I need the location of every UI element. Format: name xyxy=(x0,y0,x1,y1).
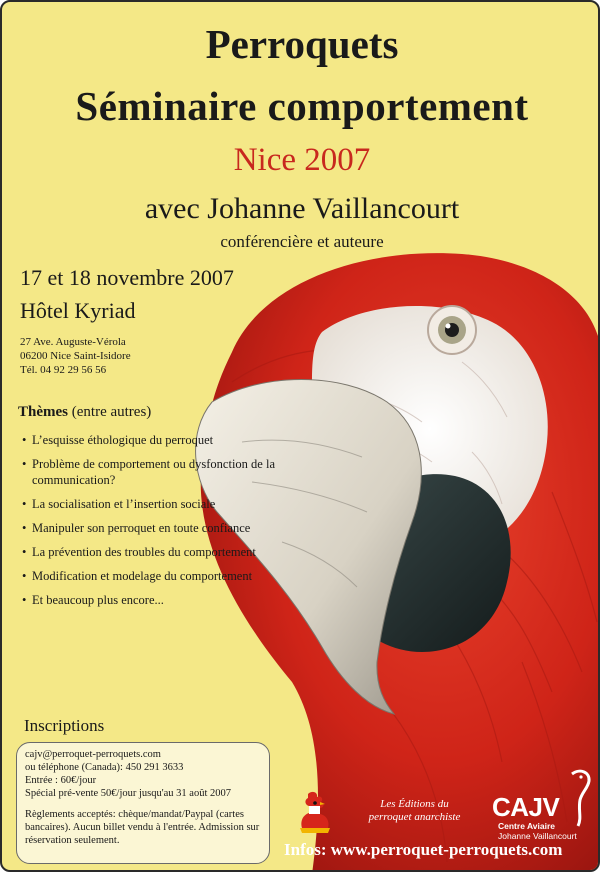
list-item: • L’esquisse éthologique du perroquet xyxy=(22,432,282,448)
poster-title-line1: Perroquets xyxy=(205,21,399,67)
themes-heading-rest: (entre autres) xyxy=(68,404,152,420)
event-venue: Hôtel Kyriad xyxy=(20,298,136,323)
presale-price: Spécial pré-vente 50€/jour jusqu'au 31 août 2007 xyxy=(25,788,232,799)
list-item: • La socialisation et l’insertion sociale xyxy=(22,496,282,512)
payment-info: Règlements acceptés: chèque/mandat/Paypal (cartes bancaires). Aucun billet vendu à l'entrée. Admission sur réservation seulement. xyxy=(25,809,260,846)
editions-line2: perroquet anarchiste xyxy=(368,811,461,823)
list-item: • Et beaucoup plus encore... xyxy=(22,592,282,608)
themes-heading-bold: Thèmes xyxy=(18,404,68,420)
inscriptions-heading: Inscriptions xyxy=(24,716,105,735)
cajv-subtitle: Centre Aviaire xyxy=(498,821,556,831)
address-line: 27 Ave. Auguste-Vérola xyxy=(20,336,126,348)
list-item: • Problème de comportement ou dysfonction de la communication? xyxy=(22,456,282,488)
address-line: 06200 Nice Saint-Isidore xyxy=(20,350,131,362)
spacer xyxy=(25,800,261,808)
rooster-logo-icon xyxy=(290,788,338,836)
list-item: • Modification et modelage du comportement xyxy=(22,568,282,584)
presenter-name: avec Johanne Vaillancourt xyxy=(144,192,460,225)
address-line: Tél. 04 92 29 56 56 xyxy=(20,364,107,376)
publisher-logo-text xyxy=(347,798,482,824)
inscriptions-box xyxy=(16,742,270,864)
themes-list xyxy=(22,432,282,616)
poster-title-line2: Séminaire comportement xyxy=(75,83,529,129)
cajv-logo-text: CAJV xyxy=(492,792,560,822)
editions-line1: Les Éditions du xyxy=(380,798,449,810)
list-item: • La prévention des troubles du comportement xyxy=(22,544,282,560)
cajv-subtitle-name: Johanne Vaillancourt xyxy=(498,831,577,841)
list-item: • Manipuler son perroquet en toute confiance xyxy=(22,520,282,536)
entry-price: Entrée : 60€/jour xyxy=(25,775,97,786)
event-city-year: Nice 2007 xyxy=(233,142,371,178)
event-dates: 17 et 18 novembre 2007 xyxy=(20,265,234,290)
infos-website: Infos: www.perroquet-perroquets.com xyxy=(284,840,563,859)
contact-email: cajv@perroquet-perroquets.com xyxy=(25,749,161,760)
contact-phone: ou téléphone (Canada): 450 291 3633 xyxy=(25,762,184,773)
presenter-role: conférencière et auteure xyxy=(220,232,384,251)
themes-heading xyxy=(18,404,151,421)
venue-address xyxy=(20,335,131,377)
